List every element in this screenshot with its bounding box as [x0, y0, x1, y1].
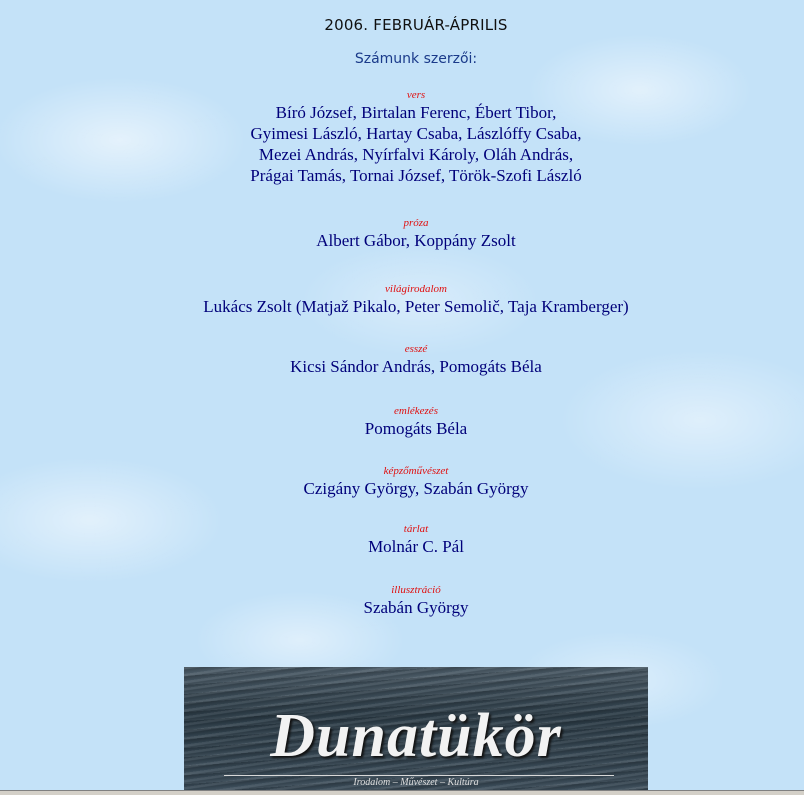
author-line: Prágai Tamás, Tornai József, Török-Szofi László: [250, 166, 582, 185]
authors-heading: Számunk szerzői:: [354, 51, 478, 67]
section-tarlat: [0, 522, 804, 557]
banner-title: Dunatükör: [270, 702, 562, 770]
author-line: Mezei András, Nyírfalvi Károly, Oláh András,: [258, 145, 574, 164]
author-line: Czigány György, Szabán György: [303, 479, 529, 498]
section-illusztracio: [0, 583, 804, 618]
category-label: illusztráció: [391, 584, 441, 596]
author-line: Szabán György: [363, 598, 469, 617]
section-kepzomuveszet: [0, 464, 804, 499]
section-vilagirodalom: [0, 282, 804, 317]
section-emlekezes: [0, 404, 804, 439]
category-label: emlékezés: [394, 405, 438, 417]
category-label: tárlat: [403, 523, 429, 535]
window-bottom-edge: [0, 790, 804, 795]
author-line: Pomogáts Béla: [364, 419, 468, 438]
author-line: Albert Gábor, Koppány Zsolt: [316, 231, 516, 250]
category-label: esszé: [404, 343, 428, 355]
issue-date: 2006. FEBRUÁR-ÁPRILIS: [324, 16, 508, 34]
section-essze: [0, 342, 804, 377]
author-line: Gyimesi László, Hartay Csaba, Lászlóffy Csaba,: [250, 124, 582, 143]
banner-divider: [224, 775, 614, 776]
section-vers: [0, 88, 804, 186]
magazine-banner[interactable]: [184, 667, 648, 790]
author-line: Bíró József, Birtalan Ferenc, Ébert Tibor,: [275, 103, 557, 122]
category-label: vers: [406, 89, 426, 101]
author-line: Molnár C. Pál: [368, 537, 464, 556]
banner-subtitle: Irodalom – Művészet – Kultúra: [353, 777, 479, 788]
category-label: világirodalom: [385, 283, 447, 295]
author-line: Kicsi Sándor András, Pomogáts Béla: [290, 357, 542, 376]
category-label: képzőművészet: [383, 465, 449, 477]
section-proza: [0, 216, 804, 251]
category-label: próza: [403, 217, 429, 229]
author-line: Lukács Zsolt (Matjaž Pikalo, Peter Semolič, Taja Kramberger): [203, 297, 629, 316]
